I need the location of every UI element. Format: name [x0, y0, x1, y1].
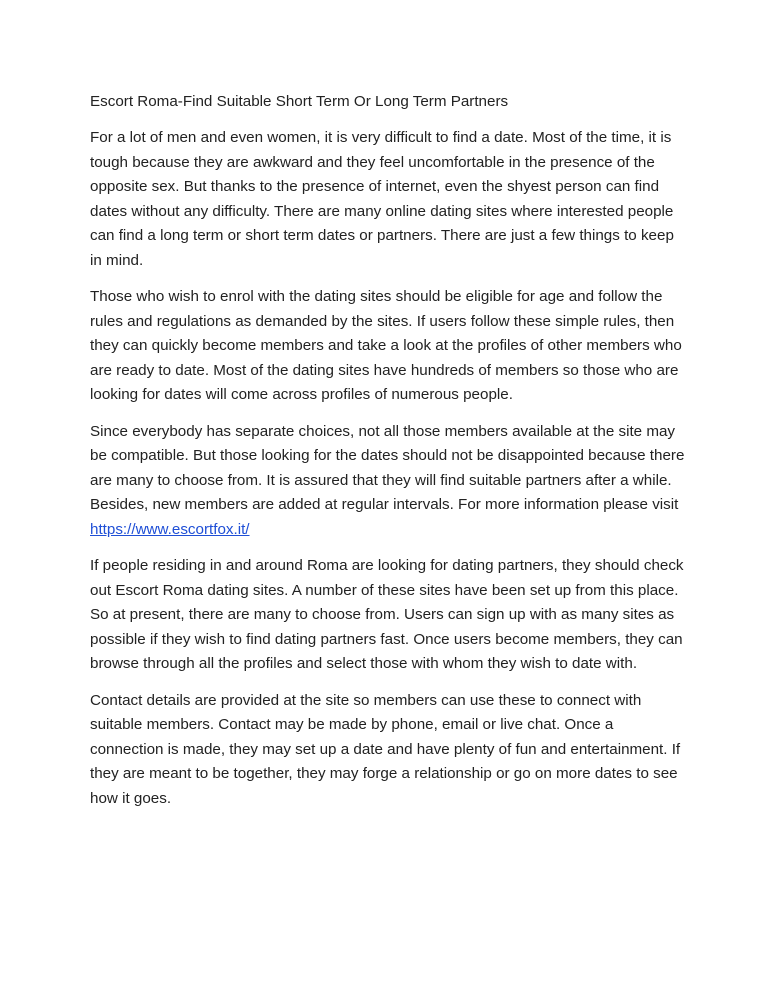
document-title: Escort Roma-Find Suitable Short Term Or Long Term Partners: [90, 93, 509, 110]
escortfox-link[interactable]: https://www.escortfox.it/: [90, 520, 250, 538]
paragraph-2: Those who wish to enrol with the dating sites should be eligible for age and follow the rules and regulations as demanded by the sites. If users follow these simple rules, then they can quickly become members and take a look at the profiles of other members who are ready to date. Most of the dating sites have hundreds of members so those who are looking for dates will come across profiles of numerous people.: [90, 288, 682, 403]
paragraph-5: Contact details are provided at the site so members can use these to connect with suitable members. Contact may be made by phone, email or live chat. Once a connection is made, they may set up a date and have plenty of fun and entertainment. If they are meant to be together, they may forge a relationship or go on more dates to see how it goes.: [90, 691, 681, 807]
document-body: [90, 90, 686, 823]
paragraph-1: For a lot of men and even women, it is very difficult to find a date. Most of the time, it is tough because they are awkward and they feel uncomfortable in the presence of the opposite sex. But thanks to the presence of internet, even the shyest person can find dates without any difficulty. There are many online dating sites where interested people can find a long term or short term dates or partners. There are just a few things to keep in mind.: [90, 129, 674, 269]
paragraph-3: [90, 420, 686, 543]
paragraph-4: If people residing in and around Roma are looking for dating partners, they should check out Escort Roma dating sites. A number of these sites have been set up from this place. So at present, there are many to choose from. Users can sign up with as many sites as possible if they wish to find dating partners fast. Once users become members, they can browse through all the profiles and select those with whom they wish to date with.: [90, 557, 684, 672]
paragraph-3-text: Since everybody has separate choices, not all those members available at the site may be compatible. But those looking for the dates should not be disappointed because there are many to choose from. It is assured that they will find suitable partners after a while. Besides, new members are added at regular intervals. For more information please visit: [90, 422, 685, 513]
